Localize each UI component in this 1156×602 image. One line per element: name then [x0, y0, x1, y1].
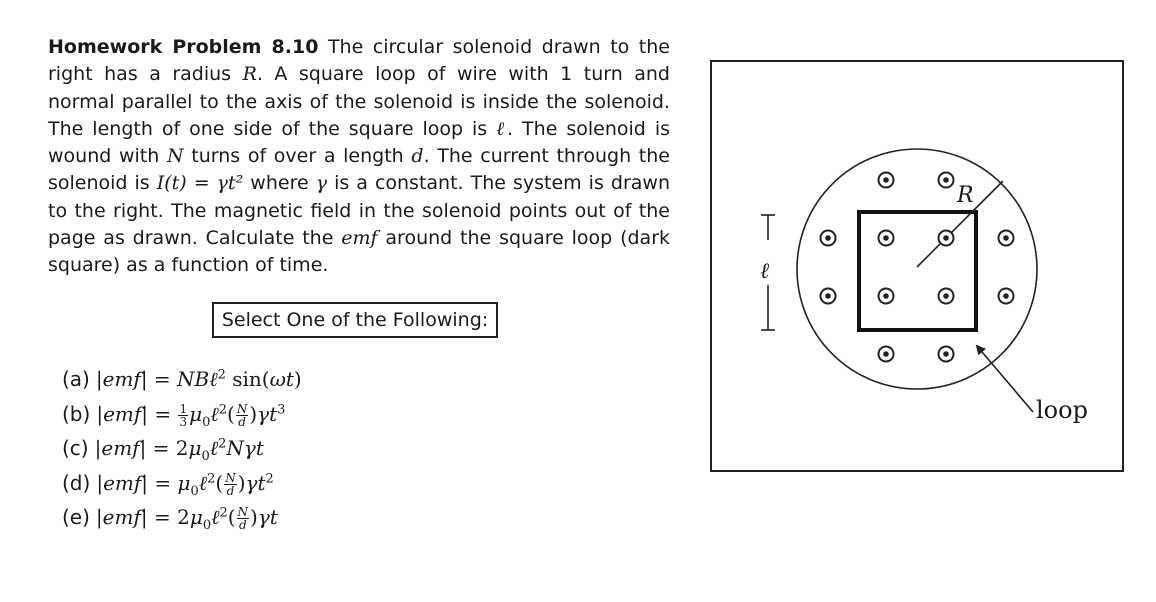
- field-dot-icon: [821, 231, 836, 246]
- math-symbol: γ: [315, 172, 328, 195]
- field-dot-icon: [999, 231, 1014, 246]
- math-symbol: N: [166, 145, 184, 168]
- radius-label: R: [957, 183, 974, 208]
- field-dot-icon: [879, 347, 894, 362]
- field-dot-icon: [939, 347, 954, 362]
- text-segment: . A square loop of wire with 1 turn and normal parallel to the axis of the solenoid is inside the solenoid. The length of one side of the square loop is: [48, 63, 670, 140]
- loop-label: loop: [1036, 396, 1088, 424]
- field-dot-icon: [939, 173, 954, 188]
- choice-label: (c): [62, 436, 89, 460]
- text-segment: is a constant. The system is drawn to the right. The magnetic field in the solenoid points out of the page as drawn. Calculate the: [48, 172, 670, 250]
- text-segment: The circular solenoid drawn to the right has a radius: [48, 36, 670, 86]
- solenoid-circle: [797, 149, 1037, 389]
- field-dot-icon: [879, 231, 894, 246]
- loop-arrow: [977, 346, 1033, 412]
- text-segment: . The solenoid is wound with: [48, 117, 670, 168]
- field-dot-icon: [879, 289, 894, 304]
- text-segment: around the square loop (dark square) as a function of time.: [48, 227, 671, 277]
- choice-expression: $|emf| = \mu_0\ell^2$( $\frac{N}{d}$ )$\gamma t^2$: [96, 470, 274, 499]
- square-loop: [859, 212, 976, 330]
- field-dot-icon: [821, 289, 836, 304]
- field-dot-icon: [879, 173, 894, 188]
- choice-expression: |emf| = NBℓ$^2$ sin(ωt): [95, 367, 302, 391]
- choice-expression: |emf| = $\frac{1}{3}$ $\mu_0\ell^2$( $\frac{N}{d}$ )$\gamma t^3$: [96, 401, 286, 430]
- choice-expression: $|emf| = 2\mu_0\ell^2$( $\frac{N}{d}$ )γt: [95, 505, 278, 533]
- side-length-label: ℓ: [760, 259, 770, 284]
- choice-label: (a): [62, 367, 90, 391]
- field-dot-icon: [939, 289, 954, 304]
- text-segment: . The current through the solenoid is: [48, 145, 670, 195]
- choice-expression: $|emf| = 2\mu_0\ell^2N\gamma t$: [94, 436, 264, 464]
- field-dot-icon: [939, 231, 954, 246]
- choice-label: (e): [62, 505, 90, 529]
- math-symbol: emf: [341, 227, 378, 250]
- math-symbol: I(t) = γt²: [156, 172, 244, 195]
- text-segment: turns of over a length: [183, 145, 412, 168]
- field-dot-icon: [999, 289, 1014, 304]
- problem-heading: Homework Problem 8.10: [48, 36, 319, 58]
- math-symbol: d: [411, 145, 424, 168]
- math-symbol: R: [242, 63, 257, 86]
- choice-label: (b): [62, 401, 91, 426]
- math-symbol: ℓ: [496, 117, 508, 140]
- select-prompt-box: Select One of the Following:: [212, 302, 498, 338]
- text-segment: where: [243, 172, 316, 195]
- choice-label: (d): [62, 470, 91, 495]
